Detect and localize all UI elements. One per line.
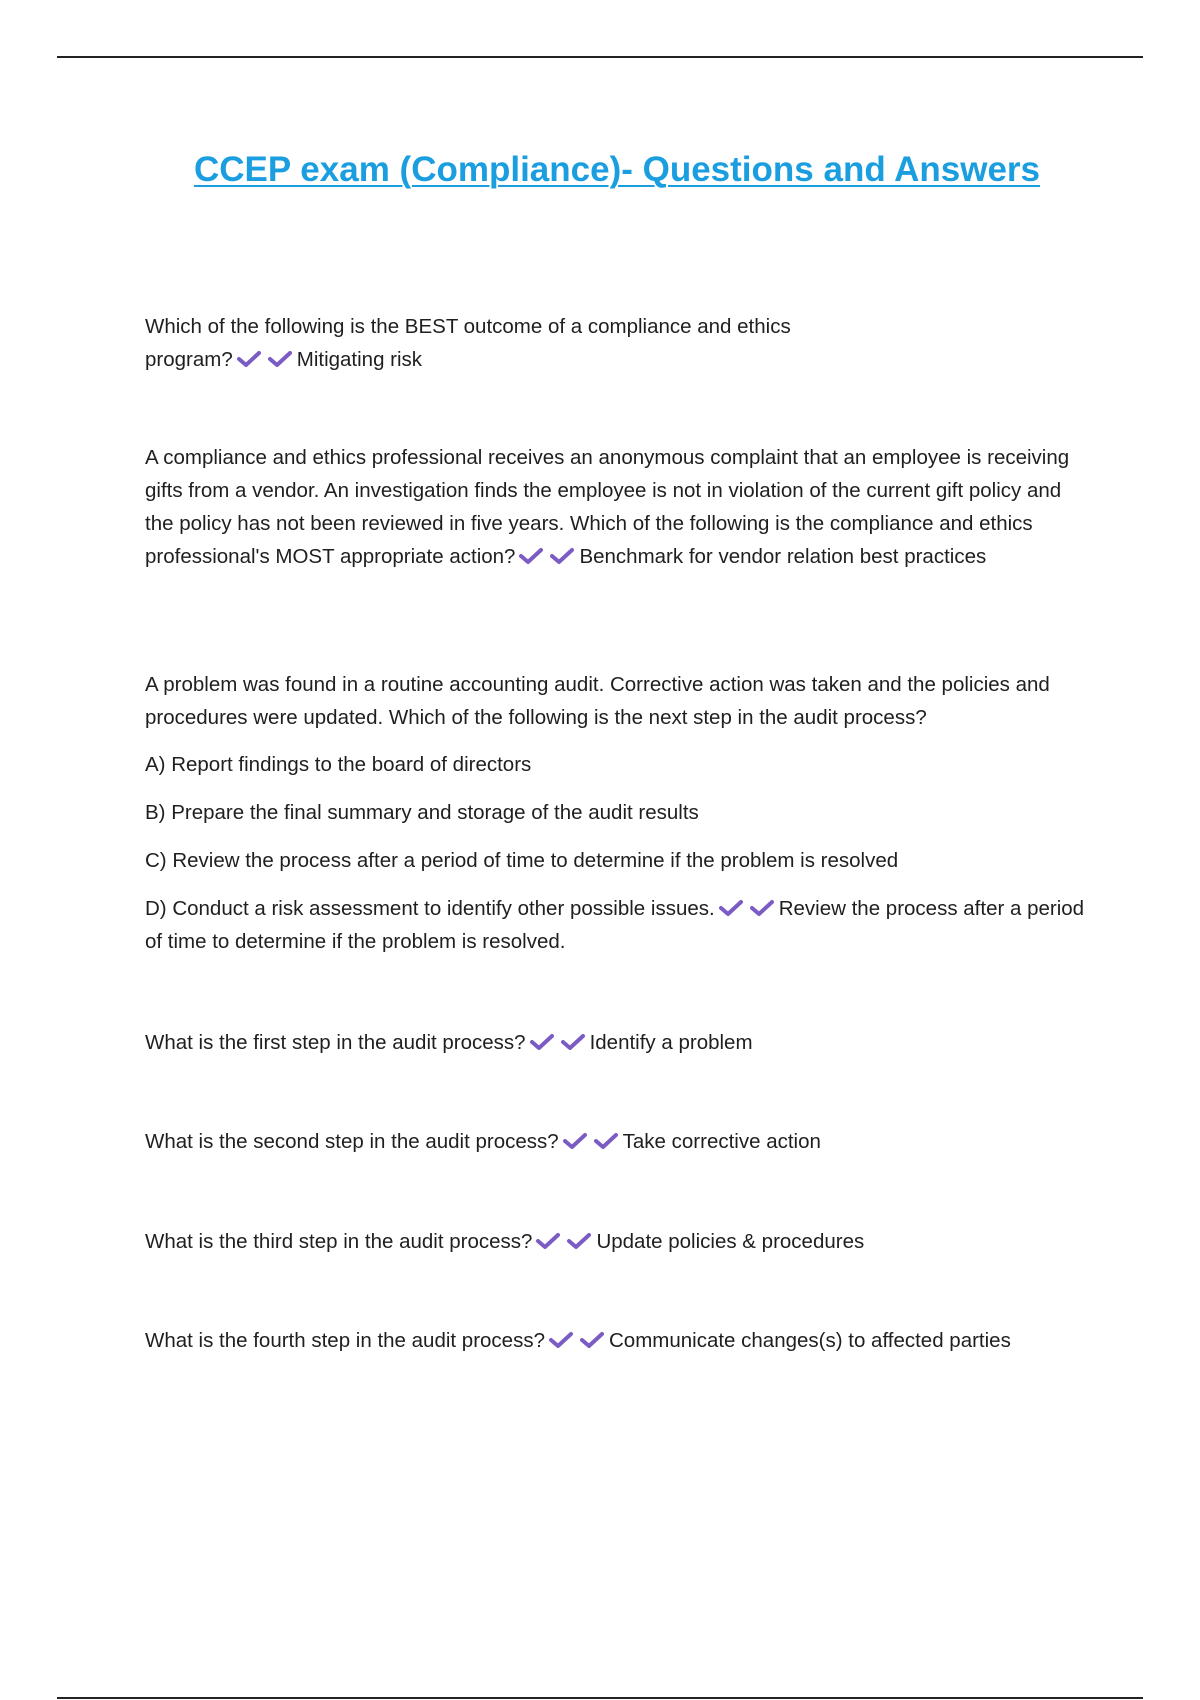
answer-text: Take corrective action xyxy=(622,1130,821,1153)
checkmark-icon xyxy=(518,546,544,566)
checkmark-icon xyxy=(749,898,775,918)
qa-item-7 xyxy=(145,1324,1145,1357)
checkmark-icon xyxy=(236,349,262,369)
checkmark-icon xyxy=(579,1330,605,1350)
question-text: What is the third step in the audit process? xyxy=(145,1230,533,1253)
checkmark-icon xyxy=(593,1131,619,1151)
answer-text: Benchmark for vendor relation best practices xyxy=(579,545,987,568)
question-text: A problem was found in a routine accounting audit. Corrective action was taken and the policies and procedures were updated. Which of the following is the next step in the audit process? xyxy=(145,673,1050,729)
question-text: A compliance and ethics professional receives an anonymous complaint that an employee is receiving gifts from a vendor. An investigation finds the employee is not in violation of the current gift policy and the policy has not been reviewed in five years. Which of the following is the compliance and ethics professional's MOST appropriate action? xyxy=(145,446,1070,568)
bottom-divider xyxy=(57,1697,1143,1699)
page-title: CCEP exam (Compliance)- Questions and Answers xyxy=(193,150,1041,189)
option-d: D) Conduct a risk assessment to identify other possible issues. xyxy=(145,897,715,920)
qa-item-2 xyxy=(145,441,1090,573)
qa-item-3 xyxy=(145,668,1090,958)
question-text: What is the second step in the audit process? xyxy=(145,1130,559,1153)
top-divider xyxy=(57,56,1143,58)
option-b: B) Prepare the final summary and storage of the audit results xyxy=(145,801,699,824)
checkmark-icon xyxy=(535,1231,561,1251)
qa-item-5 xyxy=(145,1125,1090,1158)
checkmark-icon xyxy=(529,1032,555,1052)
checkmark-icon xyxy=(267,349,293,369)
answer-text: Identify a problem xyxy=(589,1031,753,1054)
checkmark-icon xyxy=(560,1032,586,1052)
checkmark-icon xyxy=(562,1131,588,1151)
option-a: A) Report findings to the board of directors xyxy=(145,753,532,776)
checkmark-icon xyxy=(549,546,575,566)
option-c: C) Review the process after a period of time to determine if the problem is resolved xyxy=(145,849,899,872)
answer-text: Review the process after a period of time to determine if the problem is resolved. xyxy=(145,897,1085,953)
qa-item-1 xyxy=(145,310,845,376)
answer-text: Update policies & procedures xyxy=(596,1230,865,1253)
qa-item-6 xyxy=(145,1225,1090,1258)
qa-item-4 xyxy=(145,1026,1090,1059)
checkmark-icon xyxy=(566,1231,592,1251)
question-text: Which of the following is the BEST outcome of a compliance and ethics program? xyxy=(145,315,791,371)
checkmark-icon xyxy=(548,1330,574,1350)
answer-text: Communicate changes(s) to affected parties xyxy=(608,1329,1011,1352)
question-text: What is the fourth step in the audit process? xyxy=(145,1329,545,1352)
question-text: What is the first step in the audit process? xyxy=(145,1031,526,1054)
answer-text: Mitigating risk xyxy=(296,348,423,371)
checkmark-icon xyxy=(718,898,744,918)
